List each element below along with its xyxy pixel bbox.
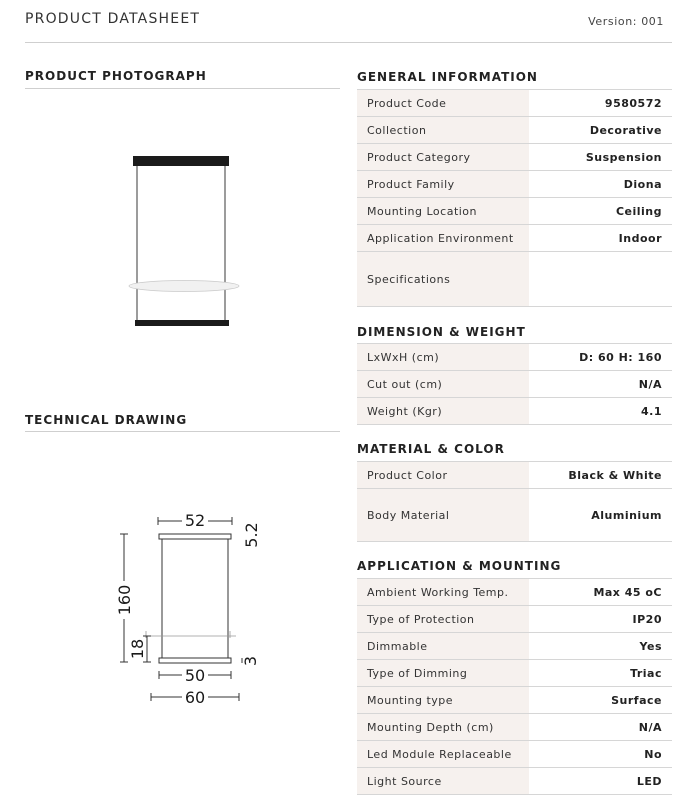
table-row xyxy=(357,398,672,425)
row-value: Max 45 oC xyxy=(529,579,672,606)
row-value: Triac xyxy=(529,660,672,687)
row-label: Specifications xyxy=(357,252,529,307)
table-row xyxy=(357,579,672,606)
general-information-table xyxy=(357,89,672,307)
drawing-light-bar xyxy=(159,658,231,663)
table-row xyxy=(357,606,672,633)
table-row xyxy=(357,252,672,307)
row-label: Led Module Replaceable xyxy=(357,741,529,768)
table-row xyxy=(357,741,672,768)
row-label: Mounting Location xyxy=(357,198,529,225)
row-label: Product Family xyxy=(357,171,529,198)
dimension-weight-title: DIMENSION & WEIGHT xyxy=(357,325,526,339)
product-photo xyxy=(118,148,250,333)
row-value: Suspension xyxy=(529,144,672,171)
canopy xyxy=(133,156,229,166)
row-value: Aluminium xyxy=(529,489,672,542)
row-label: Mounting Depth (cm) xyxy=(357,714,529,741)
row-value: 9580572 xyxy=(529,90,672,117)
row-label: Mounting type xyxy=(357,687,529,714)
table-row xyxy=(357,144,672,171)
row-label: Type of Protection xyxy=(357,606,529,633)
row-value: Yes xyxy=(529,633,672,660)
table-row xyxy=(357,489,672,542)
row-label: Application Environment xyxy=(357,225,529,252)
row-value: N/A xyxy=(529,371,672,398)
photo-divider xyxy=(25,88,340,89)
table-row xyxy=(357,714,672,741)
row-value: Ceiling xyxy=(529,198,672,225)
diffuser-disc xyxy=(129,281,239,292)
table-row xyxy=(357,371,672,398)
table-row xyxy=(357,462,672,489)
row-value: LED xyxy=(529,768,672,795)
table-row xyxy=(357,198,672,225)
row-value: Indoor xyxy=(529,225,672,252)
table-row xyxy=(357,660,672,687)
table-row xyxy=(357,687,672,714)
row-value: Surface xyxy=(529,687,672,714)
row-value: No xyxy=(529,741,672,768)
row-label: Product Color xyxy=(357,462,529,489)
technical-drawing-title: TECHNICAL DRAWING xyxy=(25,413,188,427)
table-row xyxy=(357,117,672,144)
dim-top-height: 5.2 xyxy=(242,522,261,548)
product-photograph-title: PRODUCT PHOTOGRAPH xyxy=(25,69,207,83)
drawing-canopy xyxy=(159,534,231,539)
drawing-divider xyxy=(25,431,340,432)
table-row xyxy=(357,90,672,117)
row-value: D: 60 H: 160 xyxy=(529,344,672,371)
dim-overall-width: 60 xyxy=(184,688,206,707)
table-row xyxy=(357,344,672,371)
application-mounting-table xyxy=(357,578,672,795)
dim-total-height: 160 xyxy=(115,584,134,616)
header-divider xyxy=(25,42,672,43)
dim-top-width: 52 xyxy=(184,511,206,530)
row-value xyxy=(529,252,672,307)
material-color-title: MATERIAL & COLOR xyxy=(357,442,505,456)
row-value: Diona xyxy=(529,171,672,198)
application-mounting-title: APPLICATION & MOUNTING xyxy=(357,559,562,573)
row-label: Light Source xyxy=(357,768,529,795)
row-label: LxWxH (cm) xyxy=(357,344,529,371)
general-information-title: GENERAL INFORMATION xyxy=(357,70,538,84)
row-label: Collection xyxy=(357,117,529,144)
dim-lower-height: 18 xyxy=(128,638,147,660)
row-value: IP20 xyxy=(529,606,672,633)
row-value: N/A xyxy=(529,714,672,741)
version-label: Version: 001 xyxy=(588,15,664,28)
row-label: Weight (Kgr) xyxy=(357,398,529,425)
row-label: Cut out (cm) xyxy=(357,371,529,398)
row-label: Product Code xyxy=(357,90,529,117)
technical-drawing xyxy=(98,505,278,713)
row-value: Decorative xyxy=(529,117,672,144)
document-title: PRODUCT DATASHEET xyxy=(25,11,201,27)
material-color-table xyxy=(357,461,672,542)
row-label: Product Category xyxy=(357,144,529,171)
dim-bottom-height: 3 xyxy=(241,655,260,667)
table-row xyxy=(357,633,672,660)
row-value: 4.1 xyxy=(529,398,672,425)
row-label: Dimmable xyxy=(357,633,529,660)
table-row xyxy=(357,225,672,252)
table-row xyxy=(357,768,672,795)
dim-inner-width: 50 xyxy=(184,666,206,685)
row-label: Body Material xyxy=(357,489,529,542)
row-label: Ambient Working Temp. xyxy=(357,579,529,606)
table-row xyxy=(357,171,672,198)
row-label: Type of Dimming xyxy=(357,660,529,687)
dimension-weight-table xyxy=(357,343,672,425)
light-bar xyxy=(135,320,229,326)
row-value: Black & White xyxy=(529,462,672,489)
